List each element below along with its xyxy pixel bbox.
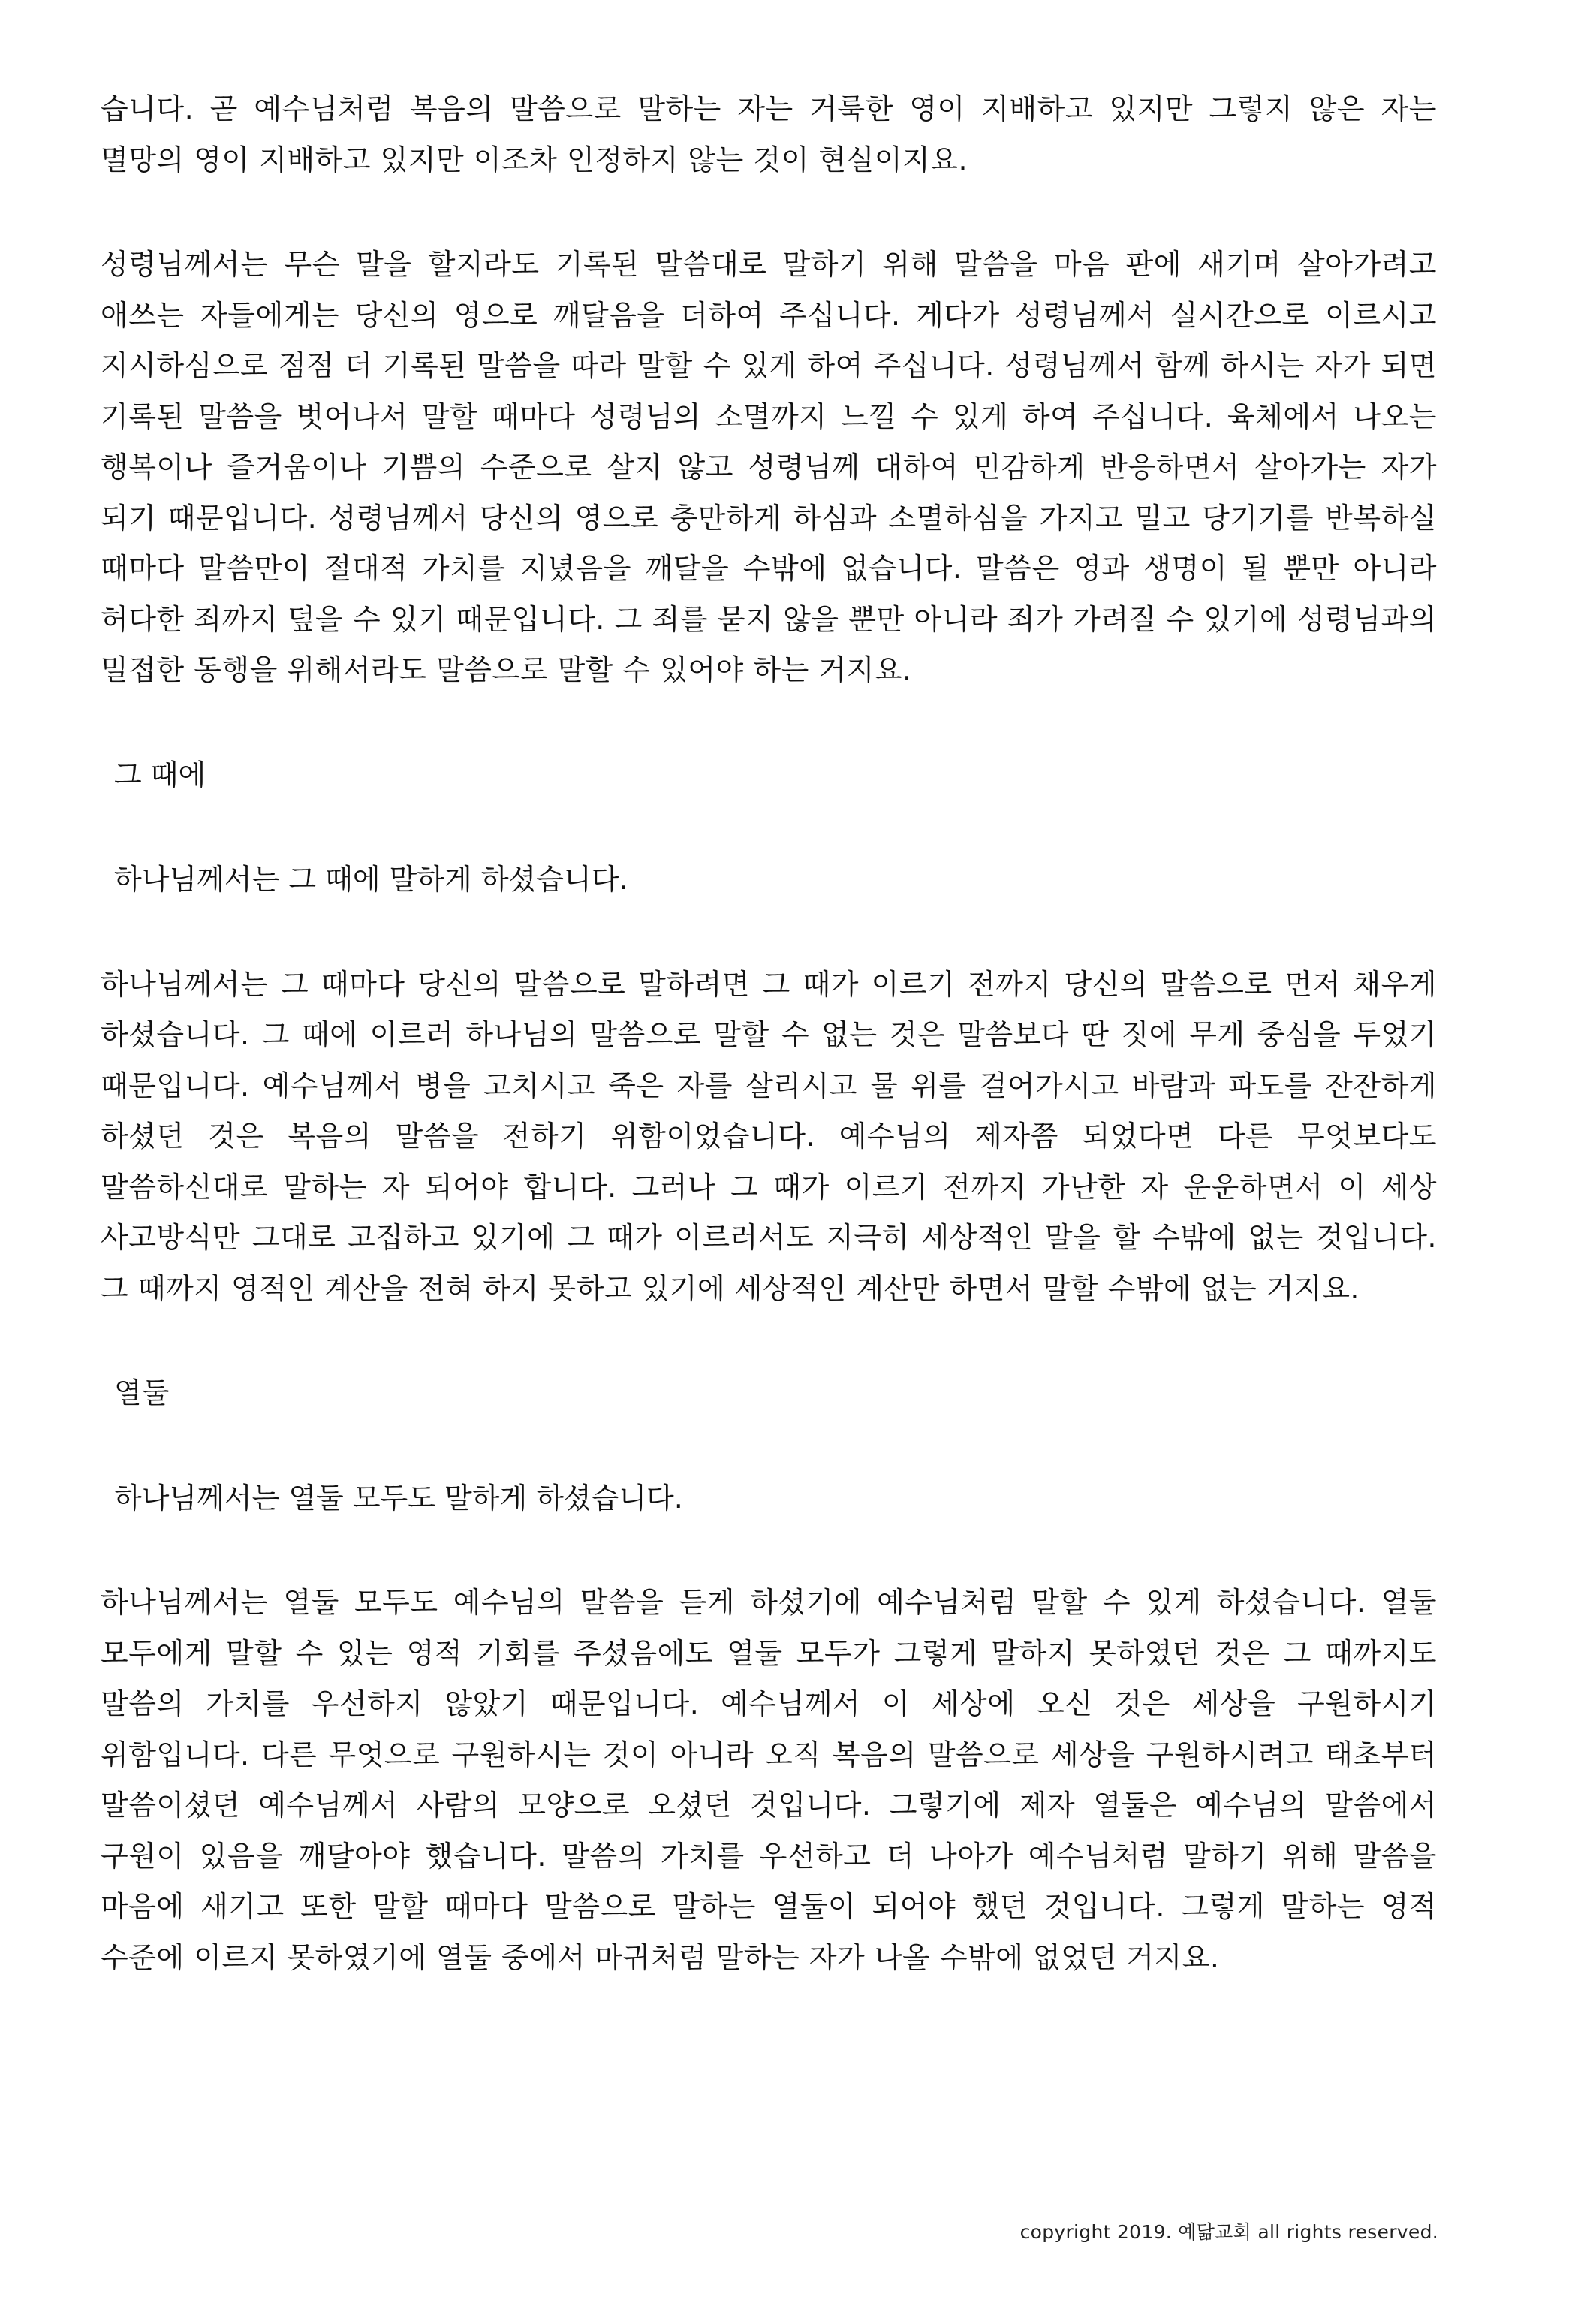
paragraph-gap	[101, 1524, 1437, 1578]
paragraph-gap	[101, 185, 1437, 240]
section-lead-twelve: 하나님께서는 열둘 모두도 말하게 하셨습니다.	[114, 1481, 683, 1515]
paragraph-gap	[101, 1419, 1437, 1473]
paragraph-1: 습니다. 곧 예수님처럼 복음의 말씀으로 말하는 자는 거룩한 영이 지배하고 있지만 그렇지 않은 자는 멸망의 영이 지배하고 있지만 이조차 인정하지 않는 것이 현실이지요.	[101, 92, 1437, 176]
paragraph-3: 하나님께서는 그 때마다 당신의 말씀으로 말하려면 그 때가 이르기 전까지 당신의 말씀으로 먼저 채우게 하셨습니다. 그 때에 이르러 하나님의 말씀으로 말할 수 없는 것은 말씀보다 딴 짓에 무게 중심을 두었기 때문입니다. 예수님께서 병을 고치시고 죽은 자를 살리시고 물 위를 걸어가시고 바람과 파도를 잔잔하게 하셨던 것은 복음의 말씀을 전하기 위함이었습니다. 예수님의 제자쯤 되었다면 다른 무엇보다도 말씀하신대로 말하는 자 되어야 합니다. 그러나 그 때가 이르기 전까지 가난한 자 운운하면서 이 세상 사고방식만 그대로 고집하고 있기에 그 때가 이르러서도 지극히 세상적인 말을 할 수밖에 없는 것입니다. 그 때까지 영적인 계산을 전혀 하지 못하고 있기에 세상적인 계산만 하면서 말할 수밖에 없는 거지요.	[101, 967, 1437, 1305]
section-lead-then: 하나님께서는 그 때에 말하게 하셨습니다.	[114, 863, 628, 896]
paragraph-gap	[101, 696, 1437, 750]
paragraph-gap	[101, 1314, 1437, 1368]
section-heading-twelve: 열둘	[114, 1376, 170, 1409]
paragraph-gap	[101, 906, 1437, 960]
paragraph-2: 성령님께서는 무슨 말을 할지라도 기록된 말씀대로 말하기 위해 말씀을 마음 판에 새기며 살아가려고 애쓰는 자들에게는 당신의 영으로 깨달음을 더하여 주십니다. 게다가 성령님께서 실시간으로 이르시고 지시하심으로 점점 더 기록된 말씀을 따라 말할 수 있게 하여 주십니다. 성령님께서 함께 하시는 자가 되면 기록된 말씀을 벗어나서 말할 때마다 성령님의 소멸까지 느낄 수 있게 하여 주십니다. 육체에서 나오는 행복이나 즐거움이나 기쁨의 수준으로 살지 않고 성령님께 대하여 민감하게 반응하면서 살아가는 자가 되기 때문입니다. 성령님께서 당신의 영으로 충만하게 하심과 소멸하심을 가지고 밀고 당기기를 반복하실 때마다 말씀만이 절대적 가치를 지녔음을 깨달을 수밖에 없습니다. 말씀은 영과 생명이 될 뿐만 아니라 허다한 죄까지 덮을 수 있기 때문입니다. 그 죄를 묻지 않을 뿐만 아니라 죄가 가려질 수 있기에 성령님과의 밀접한 동행을 위해서라도 말씀으로 말할 수 있어야 하는 거지요.	[101, 248, 1437, 686]
paragraph-gap	[101, 800, 1437, 855]
copyright-footer: copyright 2019. 예닮교회 all rights reserved.	[1019, 2221, 1438, 2243]
paragraph-4: 하나님께서는 열둘 모두도 예수님의 말씀을 듣게 하셨기에 예수님처럼 말할 수 있게 하셨습니다. 열둘 모두에게 말할 수 있는 영적 기회를 주셨음에도 열둘 모두가 그렇게 말하지 못하였던 것은 그 때까지도 말씀의 가치를 우선하지 않았기 때문입니다. 예수님께서 이 세상에 오신 것은 세상을 구원하시기 위함입니다. 다른 무엇으로 구원하시는 것이 아니라 오직 복음의 말씀으로 세상을 구원하시려고 태초부터 말씀이셨던 예수님께서 사람의 모양으로 오셨던 것입니다. 그렇기에 제자 열둘은 예수님의 말씀에서 구원이 있음을 깨달아야 했습니다. 말씀의 가치를 우선하고 더 나아가 예수님처럼 말하기 위해 말씀을 마음에 새기고 또한 말할 때마다 말씀으로 말하는 열둘이 되어야 했던 것입니다. 그렇게 말하는 영적 수준에 이르지 못하였기에 열둘 중에서 마귀처럼 말하는 자가 나올 수밖에 없었던 거지요.	[101, 1586, 1437, 1974]
document-body	[101, 84, 1437, 1983]
section-heading-then: 그 때에	[114, 758, 206, 791]
